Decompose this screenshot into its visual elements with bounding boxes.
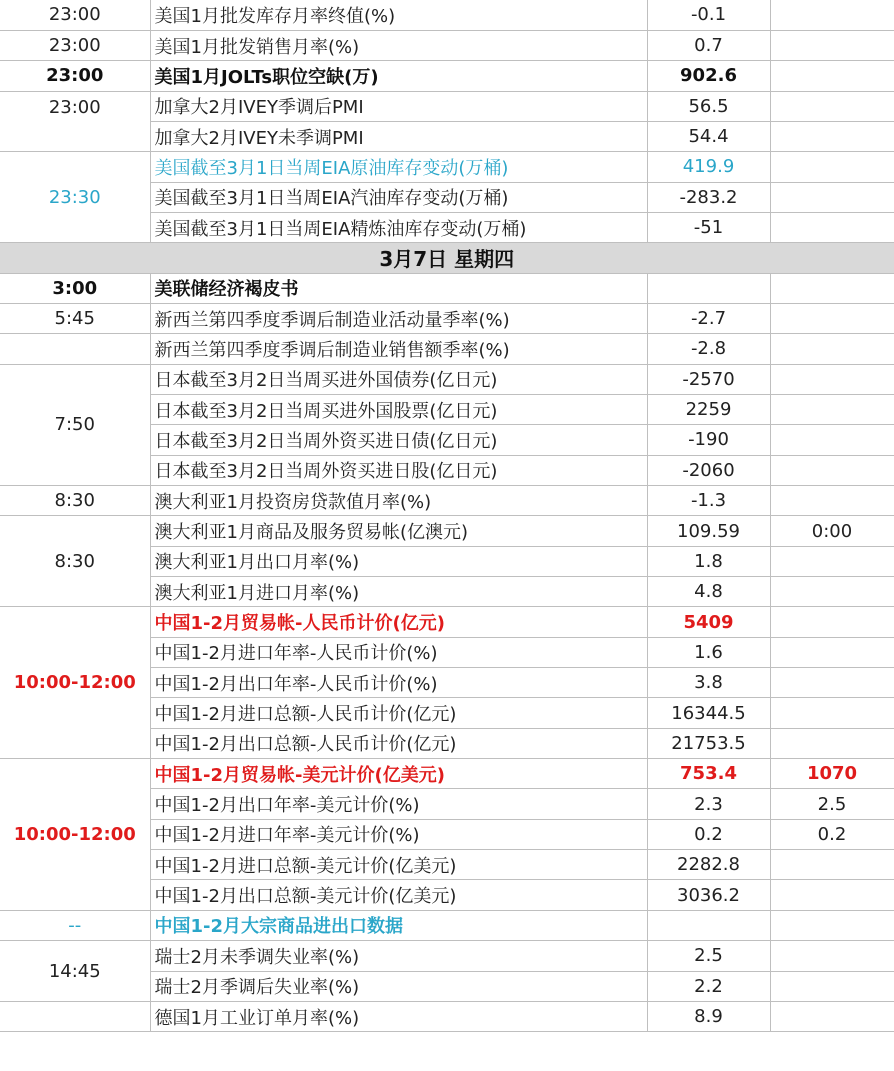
event-cell: 澳大利亚1月进口月率(%)	[150, 577, 647, 607]
value-cell: 2.2	[647, 971, 770, 1001]
value-cell: -2570	[647, 364, 770, 394]
extra-cell	[770, 212, 894, 242]
value-cell: -283.2	[647, 182, 770, 212]
event-cell: 美联储经济褐皮书	[150, 273, 647, 303]
time-cell: 23:00	[0, 0, 150, 30]
table-row	[0, 759, 894, 789]
event-cell: 日本截至3月2日当周外资买进日股(亿日元)	[150, 455, 647, 485]
event-cell: 澳大利亚1月商品及服务贸易帐(亿澳元)	[150, 516, 647, 546]
value-cell: 753.4	[647, 759, 770, 789]
table-row	[0, 941, 894, 971]
event-cell: 中国1-2月进口年率-美元计价(%)	[150, 819, 647, 849]
value-cell: 2259	[647, 394, 770, 424]
table-row	[0, 364, 894, 394]
extra-cell	[770, 334, 894, 364]
event-cell: 瑞士2月季调后失业率(%)	[150, 971, 647, 1001]
time-cell: 3:00	[0, 273, 150, 303]
event-cell: 日本截至3月2日当周外资买进日债(亿日元)	[150, 425, 647, 455]
table-row	[0, 516, 894, 546]
value-cell	[647, 273, 770, 303]
event-cell: 日本截至3月2日当周买进外国债券(亿日元)	[150, 364, 647, 394]
event-cell: 新西兰第四季度季调后制造业活动量季率(%)	[150, 303, 647, 333]
extra-cell	[770, 577, 894, 607]
event-cell: 中国1-2月进口总额-人民币计价(亿元)	[150, 698, 647, 728]
extra-cell	[770, 486, 894, 516]
time-cell: 10:00-12:00	[0, 759, 150, 911]
event-cell: 德国1月工业订单月率(%)	[150, 1001, 647, 1031]
extra-cell	[770, 425, 894, 455]
extra-cell	[770, 971, 894, 1001]
event-cell: 中国1-2月贸易帐-人民币计价(亿元)	[150, 607, 647, 637]
extra-cell	[770, 546, 894, 576]
table-row	[0, 273, 894, 303]
table-row	[0, 607, 894, 637]
table-row	[0, 303, 894, 333]
time-cell: 23:00	[0, 91, 150, 152]
event-cell: 澳大利亚1月出口月率(%)	[150, 546, 647, 576]
time-cell: 10:00-12:00	[0, 607, 150, 759]
event-cell: 美国截至3月1日当周EIA汽油库存变动(万桶)	[150, 182, 647, 212]
time-cell: 5:45	[0, 303, 150, 333]
value-cell: 419.9	[647, 152, 770, 182]
extra-cell	[770, 394, 894, 424]
extra-cell	[770, 941, 894, 971]
event-cell: 瑞士2月未季调失业率(%)	[150, 941, 647, 971]
table-row	[0, 1001, 894, 1031]
extra-cell	[770, 607, 894, 637]
value-cell: 2.5	[647, 941, 770, 971]
value-cell: 16344.5	[647, 698, 770, 728]
date-header: 3月7日 星期四	[0, 243, 894, 273]
value-cell: 4.8	[647, 577, 770, 607]
table-row	[0, 0, 894, 30]
time-cell: 8:30	[0, 516, 150, 607]
extra-cell	[770, 0, 894, 30]
time-cell: 14:45	[0, 941, 150, 1002]
event-cell: 新西兰第四季度季调后制造业销售额季率(%)	[150, 334, 647, 364]
value-cell: -2.7	[647, 303, 770, 333]
event-cell: 中国1-2月出口年率-美元计价(%)	[150, 789, 647, 819]
time-cell: 23:00	[0, 61, 150, 91]
value-cell: 3036.2	[647, 880, 770, 910]
event-cell: 中国1-2月大宗商品进出口数据	[150, 910, 647, 940]
value-cell: -1.3	[647, 486, 770, 516]
value-cell: 5409	[647, 607, 770, 637]
extra-cell	[770, 30, 894, 60]
extra-cell	[770, 273, 894, 303]
value-cell: -51	[647, 212, 770, 242]
date-header-row	[0, 243, 894, 273]
time-cell: 23:00	[0, 30, 150, 60]
event-cell: 美国1月JOLTs职位空缺(万)	[150, 61, 647, 91]
value-cell: 56.5	[647, 91, 770, 121]
event-cell: 中国1-2月贸易帐-美元计价(亿美元)	[150, 759, 647, 789]
event-cell: 加拿大2月IVEY未季调PMI	[150, 121, 647, 151]
value-cell: 1.6	[647, 637, 770, 667]
table-row	[0, 910, 894, 940]
extra-cell	[770, 91, 894, 121]
value-cell: 2.3	[647, 789, 770, 819]
event-cell: 美国1月批发库存月率终值(%)	[150, 0, 647, 30]
value-cell: -190	[647, 425, 770, 455]
extra-cell	[770, 850, 894, 880]
extra-cell	[770, 61, 894, 91]
time-cell: 23:30	[0, 152, 150, 243]
table-row	[0, 334, 894, 364]
extra-cell	[770, 880, 894, 910]
event-cell: 中国1-2月出口总额-美元计价(亿美元)	[150, 880, 647, 910]
event-cell: 澳大利亚1月投资房贷款值月率(%)	[150, 486, 647, 516]
value-cell: 0.7	[647, 30, 770, 60]
value-cell: 2282.8	[647, 850, 770, 880]
extra-cell	[770, 303, 894, 333]
extra-cell	[770, 728, 894, 758]
table-row	[0, 152, 894, 182]
event-cell: 中国1-2月出口年率-人民币计价(%)	[150, 668, 647, 698]
value-cell: 1.8	[647, 546, 770, 576]
value-cell: 21753.5	[647, 728, 770, 758]
extra-cell	[770, 910, 894, 940]
extra-cell	[770, 121, 894, 151]
table-row	[0, 486, 894, 516]
value-cell: 109.59	[647, 516, 770, 546]
table-row	[0, 61, 894, 91]
value-cell: 8.9	[647, 1001, 770, 1031]
extra-cell	[770, 1001, 894, 1031]
value-cell: 3.8	[647, 668, 770, 698]
extra-cell	[770, 455, 894, 485]
event-cell: 中国1-2月进口年率-人民币计价(%)	[150, 637, 647, 667]
table-row	[0, 91, 894, 121]
value-cell: 0.2	[647, 819, 770, 849]
extra-cell	[770, 698, 894, 728]
extra-cell: 0:00	[770, 516, 894, 546]
extra-cell	[770, 152, 894, 182]
event-cell: 美国截至3月1日当周EIA原油库存变动(万桶)	[150, 152, 647, 182]
value-cell: 54.4	[647, 121, 770, 151]
event-cell: 中国1-2月进口总额-美元计价(亿美元)	[150, 850, 647, 880]
event-cell: 日本截至3月2日当周买进外国股票(亿日元)	[150, 394, 647, 424]
table-row	[0, 30, 894, 60]
extra-cell	[770, 637, 894, 667]
extra-cell	[770, 668, 894, 698]
extra-cell: 1070	[770, 759, 894, 789]
value-cell: -0.1	[647, 0, 770, 30]
extra-cell	[770, 364, 894, 394]
time-cell	[0, 334, 150, 364]
event-cell: 美国截至3月1日当周EIA精炼油库存变动(万桶)	[150, 212, 647, 242]
event-cell: 加拿大2月IVEY季调后PMI	[150, 91, 647, 121]
time-cell: 8:30	[0, 486, 150, 516]
value-cell	[647, 910, 770, 940]
value-cell: 902.6	[647, 61, 770, 91]
time-cell: 7:50	[0, 364, 150, 485]
value-cell: -2060	[647, 455, 770, 485]
extra-cell: 2.5	[770, 789, 894, 819]
extra-cell: 0.2	[770, 819, 894, 849]
time-cell: --	[0, 910, 150, 940]
event-cell: 中国1-2月出口总额-人民币计价(亿元)	[150, 728, 647, 758]
value-cell: -2.8	[647, 334, 770, 364]
extra-cell	[770, 182, 894, 212]
time-cell	[0, 1001, 150, 1031]
event-cell: 美国1月批发销售月率(%)	[150, 30, 647, 60]
